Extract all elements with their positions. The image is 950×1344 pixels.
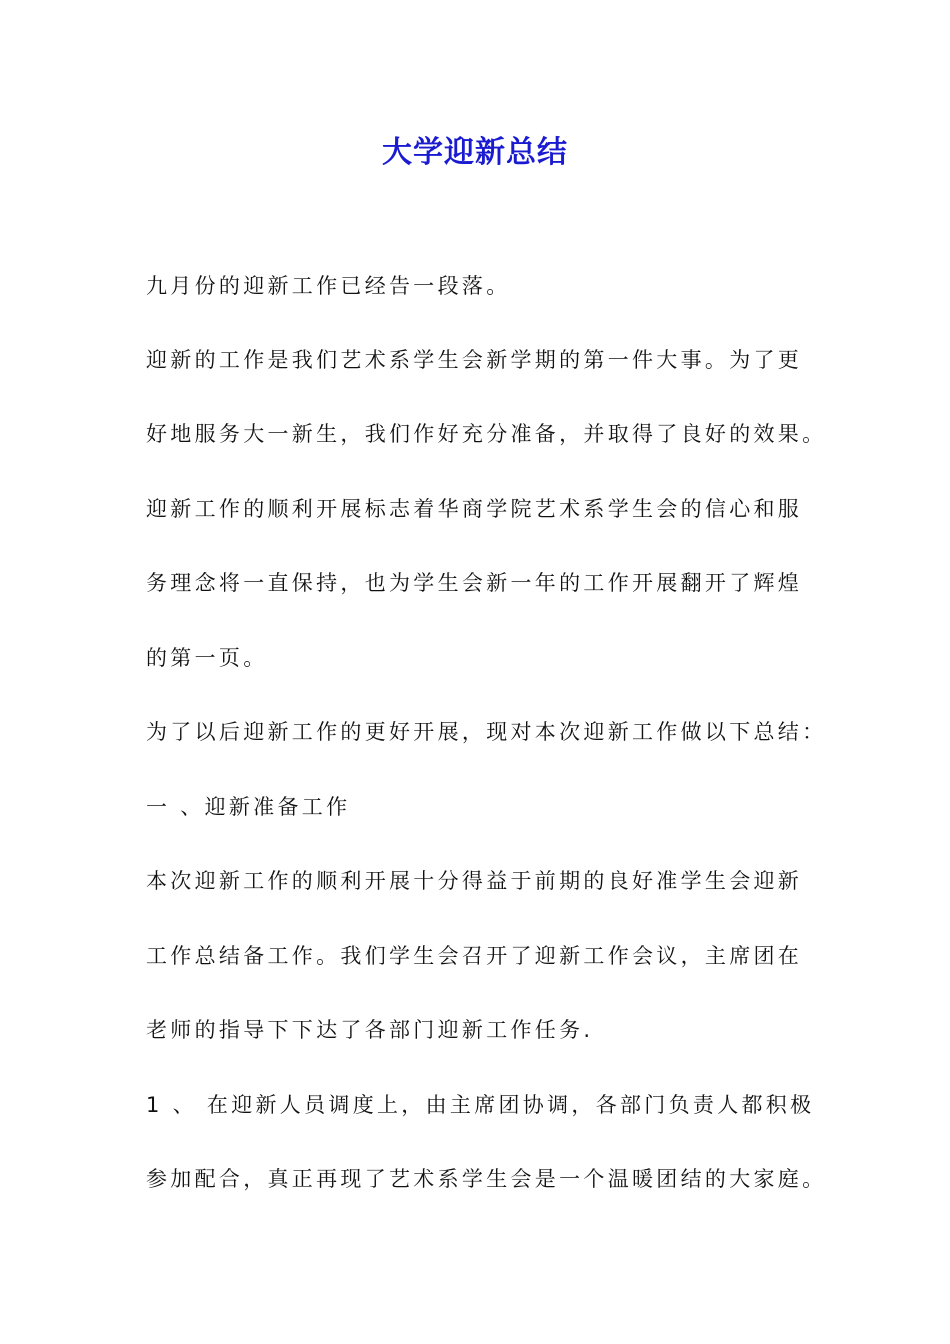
- document-title: 大学迎新总结: [382, 135, 568, 170]
- paragraph-line-2: 迎新的工作是我们艺术系学生会新学期的第一件大事。为了更: [146, 348, 803, 372]
- paragraph-line-8: 本次迎新工作的顺利开展十分得益于前期的良好准学生会迎新: [146, 869, 803, 893]
- paragraph-line-4: 迎新工作的顺利开展标志着华商学院艺术系学生会的信心和服: [146, 497, 803, 521]
- paragraph-line-6: 的第一页。: [146, 646, 268, 670]
- paragraph-line-1: 九月份的迎新工作已经告一段落。: [146, 274, 511, 298]
- section-heading: 一 、迎新准备工作: [146, 795, 351, 819]
- paragraph-line-7: 为了以后迎新工作的更好开展，现对本次迎新工作做以下总结：: [146, 720, 827, 744]
- list-item-line-2: 参加配合，真正再现了艺术系学生会是一个温暖团结的大家庭。: [146, 1167, 827, 1191]
- paragraph-line-10: 老师的指导下下达了各部门迎新工作任务.: [146, 1018, 594, 1042]
- paragraph-line-5: 务理念将一直保持，也为学生会新一年的工作开展翻开了辉煌: [146, 571, 803, 595]
- list-item-line-1: 1 、 在迎新人员调度上，由主席团协调，各部门负责人都积极: [146, 1093, 815, 1117]
- paragraph-line-9: 工作总结备工作。我们学生会召开了迎新工作会议，主席团在: [146, 944, 803, 968]
- paragraph-line-3: 好地服务大一新生，我们作好充分准备，并取得了良好的效果。: [146, 422, 827, 446]
